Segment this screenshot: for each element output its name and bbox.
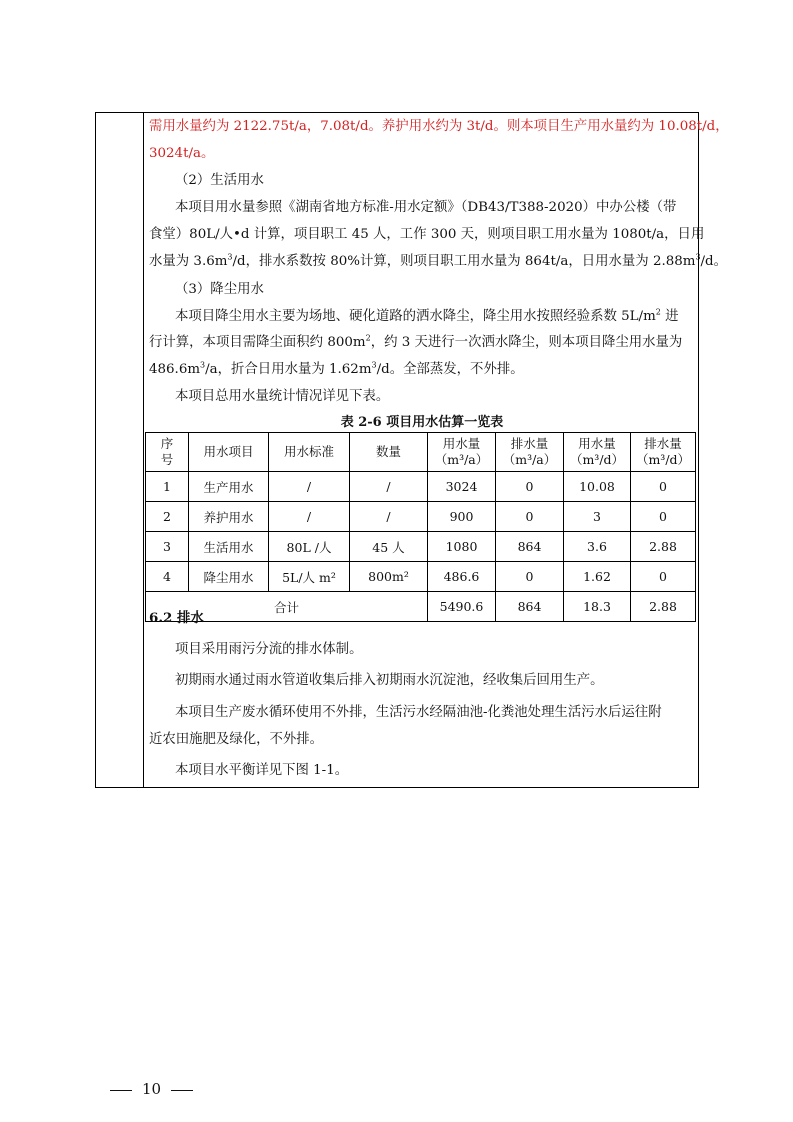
drain-heading: 6.2 排水: [149, 610, 204, 626]
header-cell: 序 号: [146, 433, 189, 472]
table-cell: 486.6: [428, 562, 496, 592]
drain-paragraph-2: 初期雨水通过雨水管道收集后排入初期雨水沉淀池，经收集后回用生产。: [175, 673, 604, 688]
table-cell: 1.62: [564, 562, 631, 592]
table-header-row: [146, 433, 696, 472]
table-row: [146, 472, 696, 502]
water-usage-table: [145, 432, 696, 622]
table-cell: 降尘用水: [189, 562, 269, 592]
section3-line-1: 本项目降尘用水主要为场地、硬化道路的洒水降尘，降尘用水按照经验系数 $5L/m^2$ 进: [175, 307, 679, 324]
section3-heading: （3）降尘用水: [175, 282, 264, 297]
drain-paragraph-3-line-2: 近农田施肥及绿化，不外排。: [149, 732, 324, 747]
table-cell: 0: [496, 562, 564, 592]
table-cell: 养护用水: [189, 502, 269, 532]
summary-line: 本项目总用水量统计情况详见下表。: [175, 389, 390, 404]
header-cell: 用水项目: [189, 433, 269, 472]
table-cell: 864: [496, 592, 564, 622]
table-cell: 0: [496, 472, 564, 502]
table-cell: /: [350, 472, 428, 502]
table-cell: 900: [428, 502, 496, 532]
header-cell: 用水量 （m³/d）: [564, 433, 631, 472]
table-cell: 1: [146, 472, 189, 502]
left-column-divider: [143, 113, 144, 787]
table-cell: 5L/人 m²: [269, 562, 350, 592]
table-cell: 0: [631, 472, 696, 502]
header-cell: 数量: [350, 433, 428, 472]
table-cell: 3024: [428, 472, 496, 502]
table-cell: 18.3: [564, 592, 631, 622]
header-cell: 用水标准: [269, 433, 350, 472]
table-cell: 0: [631, 502, 696, 532]
table-cell: /: [269, 502, 350, 532]
table-cell: 3: [146, 532, 189, 562]
table-caption: 表 2-6 项目用水估算一览表: [340, 415, 504, 430]
drain-paragraph-3-line-1: 本项目生产废水循环使用不外排，生活污水经隔油池-化粪池处理生活污水后运往附: [175, 705, 662, 720]
header-cell: 排水量 （m³/d）: [631, 433, 696, 472]
intro-line-1: 需用水量约为 2122.75t/a，7.08t/d。养护用水约为 3t/d。则本项目生产用水量约为 10.08t/d，: [149, 119, 729, 134]
page-number: 10: [100, 1080, 203, 1098]
drain-paragraph-4: 本项目水平衡详见下图 1-1。: [175, 763, 349, 778]
intro-line-2: 3024t/a。: [149, 146, 215, 161]
table-cell: 5490.6: [428, 592, 496, 622]
header-cell: 排水量 （m³/a）: [496, 433, 564, 472]
table-cell: 2.88: [631, 532, 696, 562]
table-cell: 45 人: [350, 532, 428, 562]
table-cell: 3: [564, 502, 631, 532]
table-row: [146, 502, 696, 532]
table-row: [146, 532, 696, 562]
table-cell: 10.08: [564, 472, 631, 502]
table-cell: 3.6: [564, 532, 631, 562]
table-cell: 80L /人: [269, 532, 350, 562]
table-cell: 800m²: [350, 562, 428, 592]
section2-heading: （2）生活用水: [175, 173, 264, 188]
table-cell: 0: [496, 502, 564, 532]
table-cell: 1080: [428, 532, 496, 562]
table-cell: /: [269, 472, 350, 502]
table-cell: 0: [631, 562, 696, 592]
table-cell: 2: [146, 502, 189, 532]
section2-line-1: 本项目用水量参照《湖南省地方标准-用水定额》（DB43/T388-2020）中办公楼（带: [175, 200, 677, 215]
drain-paragraph-1: 项目采用雨污分流的排水体制。: [175, 642, 363, 657]
section2-line-2: 食堂）80L/人•d 计算，项目职工 45 人，工作 300 天，则项目职工用水量为 1080t/a，日用: [149, 227, 705, 242]
section3-line-3: $486.6m^3/a$，折合日用水量为 $1.62m^3/d$。全部蒸发，不外排。: [149, 360, 524, 377]
table-cell: 生活用水: [189, 532, 269, 562]
section3-line-2: 行计算，本项目需降尘面积约 $800m^2$，约 3 天进行一次洒水降尘，则本项目降尘用水量为: [149, 333, 683, 350]
table-row: [146, 562, 696, 592]
header-cell: 用水量 （m³/a）: [428, 433, 496, 472]
total-label: 合计: [146, 592, 428, 622]
table-cell: 生产用水: [189, 472, 269, 502]
table-cell: /: [350, 502, 428, 532]
section2-line-3: 水量为 $3.6m^3/d$，排水系数按 80%计算，则项目职工用水量为 864t/a，日用水量为 $2.88m^3/d$。: [149, 252, 728, 269]
table-cell: 4: [146, 562, 189, 592]
table-cell: 864: [496, 532, 564, 562]
table-cell: 2.88: [631, 592, 696, 622]
